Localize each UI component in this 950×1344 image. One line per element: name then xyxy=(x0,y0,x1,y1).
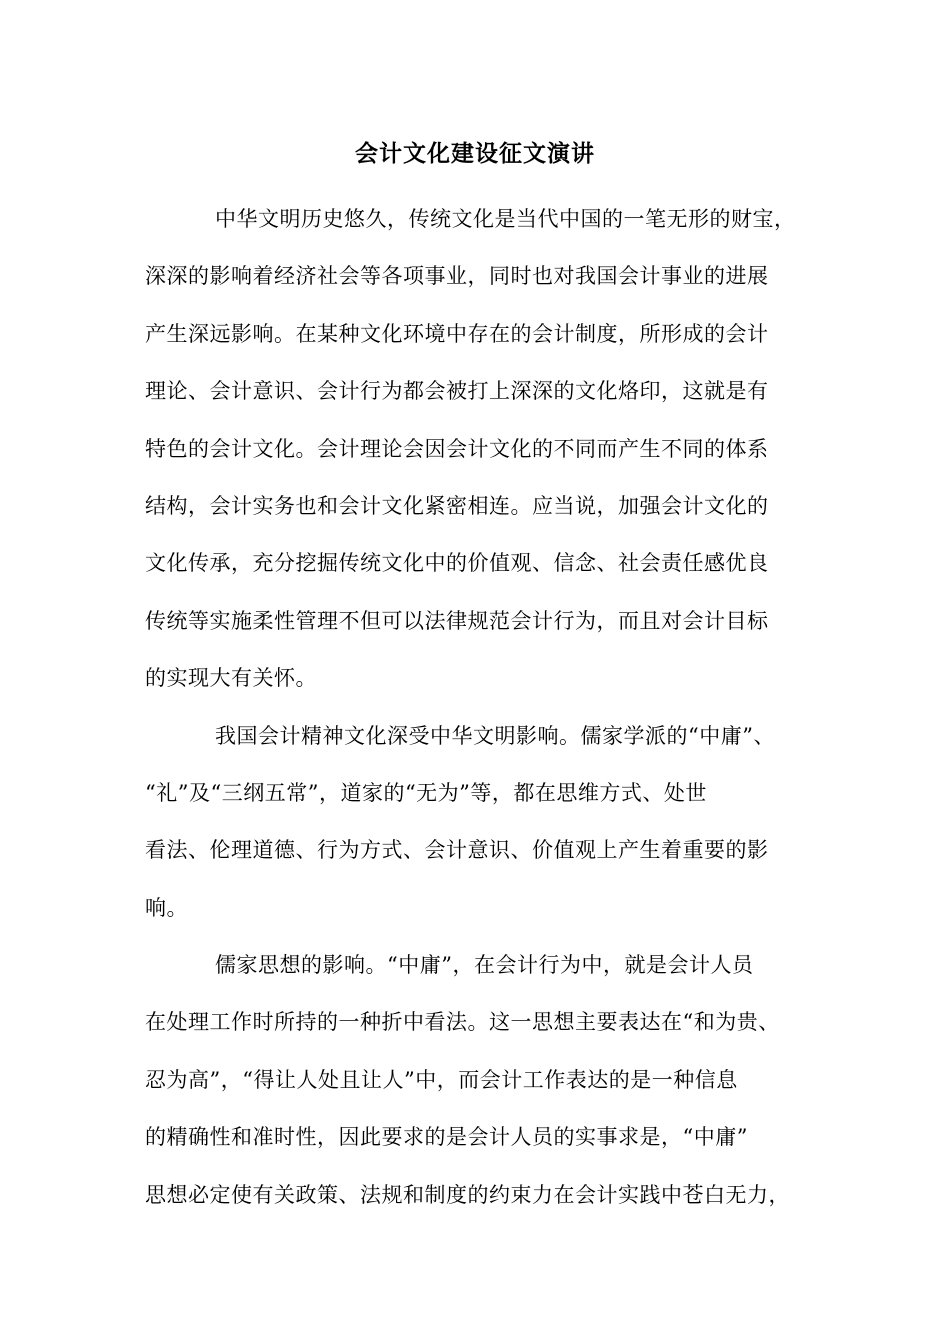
text-line: 特色的会计文化。会计理论会因会计文化的不同而产生不同的体系 xyxy=(145,436,769,461)
text-line: 文化传承，充分挖掘传统文化中的价值观、信念、社会责任感优良 xyxy=(145,551,769,576)
text-line: “礼”及“三纲五常”，道家的“无为”等，都在思维方式、处世 xyxy=(145,780,707,805)
text-line: 忍为高”，“得让人处且让人”中，而会计工作表达的是一种信息 xyxy=(145,1067,738,1092)
text-line: 的精确性和准时性，因此要求的是会计人员的实事求是，“中庸” xyxy=(145,1125,748,1150)
text-line: 传统等实施柔性管理不但可以法律规范会计行为，而且对会计目标 xyxy=(145,608,769,633)
text-line: 在处理工作时所持的一种折中看法。这一思想主要表达在“和为贵、 xyxy=(145,1010,780,1035)
text-line: 中华文明历史悠久，传统文化是当代中国的一笔无形的财宝， xyxy=(215,207,796,231)
text-line: 的实现大有关怀。 xyxy=(145,666,317,691)
text-line: 我国会计精神文化深受中华文明影响。儒家学派的“中庸”、 xyxy=(215,723,775,748)
paragraph-3 xyxy=(145,943,835,1230)
text-line: 产生深远影响。在某种文化环境中存在的会计制度，所形成的会计 xyxy=(145,321,769,346)
text-line: 深深的影响着经济社会等各项事业，同时也对我国会计事业的进展 xyxy=(145,264,769,289)
text-line: 儒家思想的影响。“中庸”，在会计行为中，就是会计人员 xyxy=(215,953,754,978)
text-line: 看法、伦理道德、行为方式、会计意识、价值观上产生着重要的影 xyxy=(145,838,769,863)
text-line: 结构，会计实务也和会计文化紧密相连。应当说，加强会计文化的 xyxy=(145,493,769,518)
text-line: 响。 xyxy=(145,895,188,920)
document-body xyxy=(145,197,835,1230)
document-title: 会计文化建设征文演讲 xyxy=(355,140,595,167)
text-line: 理论、会计意识、会计行为都会被打上深深的文化烙印，这就是有 xyxy=(145,379,769,404)
text-line: 思想必定使有关政策、法规和制度的约束力在会计实践中苍白无力， xyxy=(145,1182,790,1207)
paragraph-2 xyxy=(145,714,835,944)
paragraph-1 xyxy=(145,197,835,714)
